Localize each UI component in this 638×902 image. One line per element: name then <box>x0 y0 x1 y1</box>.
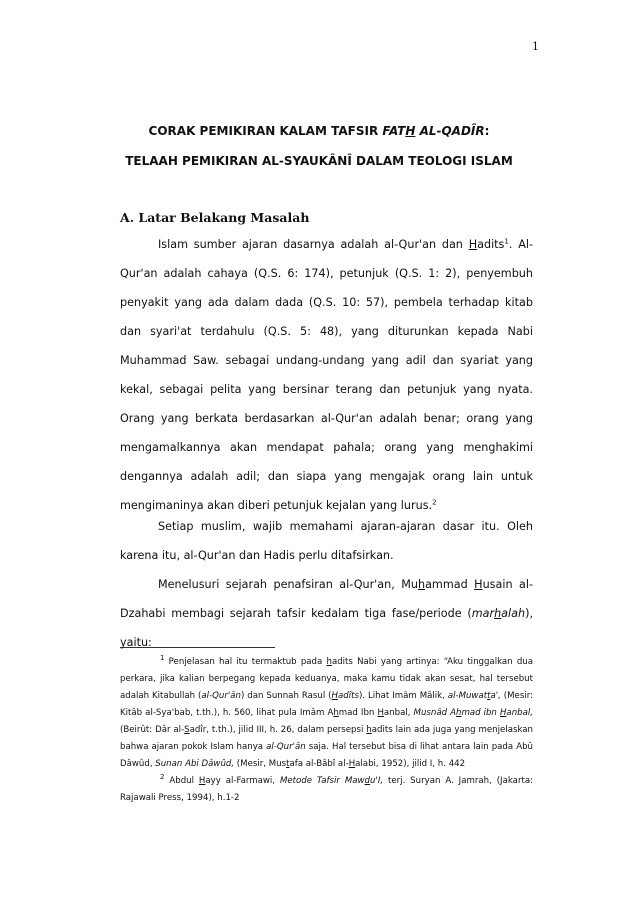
footnote-ref-1[interactable]: 1 <box>504 237 509 246</box>
footnote-2: $^2$ Abdul Hayy al-Farmawi, Metode Tafsir Mawdu'I, terj. Suryan A. Jamrah, (Jakarta: Rajawali Press, 1994), h.1-2 <box>120 773 534 803</box>
paragraph-1: Islam sumber ajaran dasarnya adalah al-Qur'an dan Hadits$^1$. Al-Qur'an adalah cahaya (Q.S. 6: 174), petunjuk (Q.S. 1: 2), penyembuh penyakit yang ada dalam dada (Q.S. 10: 57), pembela terhadap kitab dan syari'at terdahulu (Q.S. 5: 48), yang diturunkan kepada Nabi Muhammad Saw. sebagai undang-undang yang adil dan syariat yang kekal, sebagai pelita yang bersinar terang dan petunjuk yang nyata. Orang yang berkata berdasarkan al-Qur'an adalah benar; orang yang mengamalkannya akan mendapat pahala; orang yang menghakimi dengannya adalah adil; dan siapa yang mengajak orang lain untuk mengimaninya akan diberi petunjuk kejalan yang lurus.$^2$ <box>120 237 533 512</box>
footnotes <box>120 654 533 807</box>
page-number: 1 <box>532 40 539 53</box>
section-heading: A. Latar Belakang Masalah <box>120 210 310 225</box>
title-line-1: CORAK PEMIKIRAN KALAM TAFSIR FATH AL-QADÎR: <box>148 124 490 138</box>
footnote-1: $^1$ Penjelasan hal itu termaktub pada hadits Nabi yang artinya: “Aku tinggalkan dua perkara, jika kalian berpegang kepada keduanya, maka kamu tidak akan sesat, hal tersebut adalah Kitabullah (al-Qur'ân) dan Sunnah Rasul (Hadîts). Lihat Imâm Mâlik, al-Muwatta', (Mesir: Kitâb al-Sya'bab, t.th.), h. 560, lihat pula Imâm Ahmad Ibn Hanbal, Musnâd Ahmad ibn Hanbal, (Beirût: Dâr al-Sadîr, t.th.), jilid III, h. 26, dalam persepsi hadits lain ada juga yang menjelaskan bahwa ajaran pokok Islam hanya al-Qur'ân saja. Hal tersebut bisa di lihat antara lain pada Abû Dâwûd, Sunan Abi Dâwûd, (Mesir, Mustafa al-Bâbî al-Halabi, 1952), jilid I, h. 442 <box>120 654 534 769</box>
footnote-ref-2[interactable]: 2 <box>432 498 437 507</box>
paragraph-3: Menelusuri sejarah penafsiran al-Qur'an, Muhammad Husain al-Dzahabi membagi sejarah tafsir kedalam tiga fase/periode (marhalah), yaitu: <box>120 578 533 649</box>
title-line-2: TELAAH PEMIKIRAN AL-SYAUKÂNÎ DALAM TEOLOGI ISLAM <box>125 154 513 168</box>
footnote-divider <box>120 647 275 648</box>
paragraph-2: Setiap muslim, wajib memahami ajaran-ajaran dasar itu. Oleh karena itu, al-Qur'an dan Hadis perlu ditafsirkan. <box>120 520 533 562</box>
